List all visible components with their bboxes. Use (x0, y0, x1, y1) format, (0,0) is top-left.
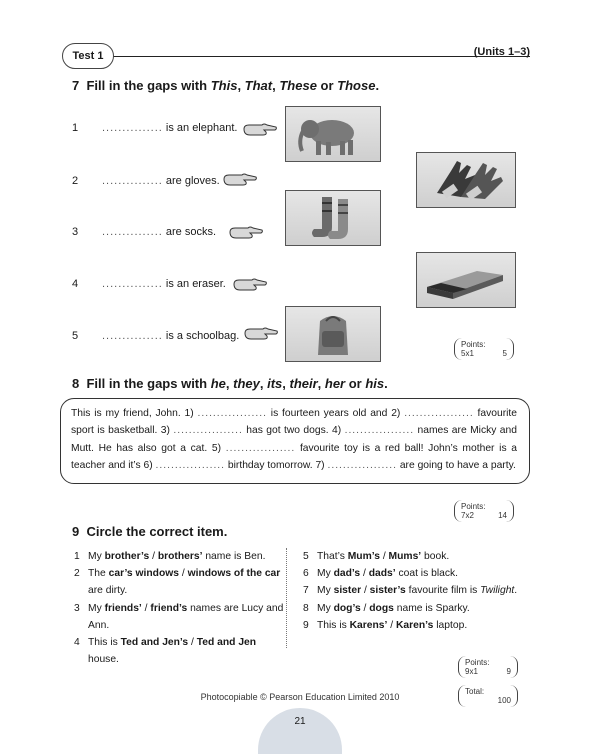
s8-points (454, 500, 514, 522)
item-number: 2 (72, 175, 79, 187)
points-calc: 9x1 (465, 667, 478, 676)
s9-item-8 (303, 600, 533, 617)
item-number: 7 (303, 585, 309, 597)
item-number: 1 (74, 551, 80, 562)
option-a[interactable]: dog’s (333, 602, 361, 614)
item-text: are gloves. (162, 175, 220, 187)
item-number: 6 (303, 568, 309, 580)
text: My (88, 551, 105, 562)
section-number: 8 (72, 376, 80, 391)
gloves-image (416, 152, 516, 208)
s9-item-9 (303, 617, 533, 634)
points-calc: 7x2 (461, 511, 474, 520)
sep: , (282, 376, 290, 391)
section-number: 9 (72, 524, 80, 539)
s9-item-1 (74, 548, 286, 565)
s9-right-column (303, 548, 533, 634)
slash: / (360, 568, 369, 580)
page-number (258, 708, 342, 754)
answer-gap-4[interactable]: .................. (344, 425, 415, 437)
option-a[interactable]: Karens’ (349, 619, 388, 631)
text: favourite sport is basketball. 3) (71, 408, 517, 437)
pointing-hand-icon (228, 224, 264, 242)
sep: , (272, 78, 280, 93)
sep: , (259, 376, 268, 391)
text: The (88, 568, 109, 580)
text: names are Micky and Mutt. He has also got a cat. 5) (71, 425, 517, 454)
text: name is Ben. (202, 551, 266, 562)
s7-item-3 (72, 226, 216, 238)
answer-gap[interactable]: ............... (102, 278, 163, 290)
s9-item-6 (303, 565, 533, 582)
header-rule (110, 56, 530, 57)
sep: . (384, 376, 388, 391)
slash: / (141, 602, 151, 614)
item-text: is a schoolbag. (162, 330, 240, 342)
slash: / (360, 602, 370, 614)
word-that: That (244, 78, 273, 93)
title-text: Fill in the gaps with (86, 376, 211, 391)
title-text: Circle the correct item. (86, 524, 228, 539)
answer-gap[interactable]: ............... (102, 175, 163, 187)
text: My (317, 568, 334, 580)
section-8-title (72, 376, 388, 391)
pointing-hand-icon (242, 121, 278, 139)
section-9-title (72, 524, 227, 539)
word-he: he (210, 376, 226, 391)
text: has got two dogs. 4) (242, 425, 345, 437)
slash: / (149, 551, 158, 562)
word-her: her (324, 376, 346, 391)
points-label: Points: (461, 340, 486, 349)
text: My (317, 585, 334, 597)
s9-left-column (74, 548, 286, 668)
points-total: 5 (502, 349, 507, 358)
pointing-hand-icon (232, 276, 268, 294)
text: coat is black. (395, 568, 458, 580)
option-a[interactable]: dad’s (333, 568, 361, 580)
text: This is (317, 619, 350, 631)
item-number: 4 (72, 278, 79, 290)
answer-gap-7[interactable]: .................. (327, 460, 397, 472)
points-label: Points: (461, 502, 486, 511)
item-text: are socks. (162, 226, 217, 238)
section-number: 7 (72, 78, 80, 93)
pointing-hand-icon (222, 171, 258, 189)
text: laptop. (433, 619, 468, 631)
option-a[interactable]: car’s windows (108, 568, 179, 580)
sep: , (317, 376, 325, 391)
text: are dirty. (88, 585, 128, 597)
slash: / (179, 568, 188, 580)
text: house. (88, 654, 119, 666)
item-text: is an eraser. (162, 278, 226, 290)
text: My (88, 602, 105, 614)
s9-points (458, 656, 518, 678)
answer-gap-2[interactable]: .................. (404, 408, 474, 419)
text: . (514, 585, 518, 597)
item-number: 2 (74, 568, 80, 580)
sep: or (345, 376, 366, 391)
answer-gap[interactable]: ............... (102, 226, 163, 238)
points-label: Points: (465, 658, 490, 667)
item-number: 1 (72, 122, 79, 134)
item-number: 9 (303, 619, 309, 631)
item-number: 3 (72, 226, 79, 238)
sep: , (237, 78, 245, 93)
points-total: 14 (498, 511, 507, 520)
word-his: his (365, 376, 385, 391)
option-a[interactable]: Ted and Jen’s (120, 637, 189, 649)
copyright-text: Photocopiable © Pearson Education Limited 2010 (200, 692, 400, 702)
option-b[interactable]: brothers’ (157, 551, 203, 562)
units-label: (Units 1–3) (473, 46, 530, 58)
option-b[interactable]: friend’s (150, 602, 188, 614)
s7-item-1 (72, 122, 237, 134)
word-they: they (233, 376, 260, 391)
title-text: Fill in the gaps with (86, 78, 211, 93)
s7-item-2 (72, 175, 220, 187)
option-b[interactable]: Mums’ (388, 551, 422, 562)
slash: / (361, 585, 370, 597)
text: are going to have a party. (396, 460, 516, 472)
film-title: Twilight (480, 585, 515, 597)
points-total: 9 (506, 667, 511, 676)
column-divider (286, 548, 287, 648)
elephant-image (285, 106, 381, 162)
option-a[interactable]: brother’s (104, 551, 150, 562)
sep: . (375, 78, 380, 93)
schoolbag-image (285, 306, 381, 362)
option-b[interactable]: windows of the car (187, 568, 281, 580)
s9-item-7 (303, 582, 533, 599)
word-those: Those (337, 78, 376, 93)
test-label: Test 1 (62, 43, 114, 69)
slash: / (387, 619, 396, 631)
answer-gap-5[interactable]: .................. (225, 442, 296, 454)
text: This is (88, 637, 121, 649)
text: name is Sparky. (393, 602, 470, 614)
option-b[interactable]: Karen’s (396, 619, 434, 631)
text: This is my friend, John. 1) (71, 408, 198, 419)
eraser-image (416, 252, 516, 308)
s9-item-3 (74, 600, 286, 634)
word-this: This (210, 78, 238, 93)
option-a[interactable]: friends’ (104, 602, 142, 614)
item-number: 5 (303, 551, 309, 562)
section-7-title (72, 78, 379, 93)
s9-item-5 (303, 548, 533, 565)
sep: or (316, 78, 338, 93)
answer-gap-1[interactable]: .................. (197, 408, 267, 419)
answer-gap-6[interactable]: .................. (155, 460, 226, 472)
slash: / (188, 637, 197, 649)
total-label: Total: (465, 687, 485, 696)
text: birthday tomorrow. 7) (225, 460, 328, 472)
item-number: 4 (74, 637, 80, 649)
slash: / (379, 551, 389, 562)
text: is fourteen years old and 2) (266, 408, 405, 419)
text: My (317, 602, 334, 614)
option-b[interactable]: sister’s (369, 585, 406, 597)
pointing-hand-icon (243, 325, 279, 343)
s9-item-4 (74, 634, 286, 668)
points-calc: 5x1 (461, 349, 474, 358)
item-text: is an elephant. (162, 122, 238, 134)
s7-item-4 (72, 278, 226, 290)
socks-image (285, 190, 381, 246)
option-b[interactable]: Ted and Jen (196, 637, 257, 649)
s8-paragraph (60, 398, 530, 484)
option-b[interactable]: dogs (369, 602, 394, 614)
option-a[interactable]: Mum’s (347, 551, 380, 562)
option-b[interactable]: dads’ (368, 568, 396, 580)
s9-item-2 (74, 565, 286, 599)
text: names are Lucy and Ann. (88, 602, 284, 631)
text: That’s (317, 551, 348, 562)
total-value: 100 (497, 696, 511, 705)
word-their: their (289, 376, 318, 391)
answer-gap[interactable]: ............... (102, 122, 163, 134)
answer-gap-3[interactable]: .................. (173, 425, 243, 437)
word-these: These (279, 78, 317, 93)
text: book. (421, 551, 450, 562)
sep: , (225, 376, 234, 391)
s7-points (454, 338, 514, 360)
text: favourite film is (405, 585, 481, 597)
word-its: its (267, 376, 283, 391)
s7-item-5 (72, 330, 239, 342)
answer-gap[interactable]: ............... (102, 330, 163, 342)
text: favourite toy is a red ball! John’s mother is a teacher and it’s 6) (71, 442, 517, 472)
item-number: 3 (74, 602, 80, 614)
page-number-text: 21 (294, 716, 306, 727)
option-a[interactable]: sister (333, 585, 362, 597)
item-number: 8 (303, 602, 309, 614)
item-number: 5 (72, 330, 79, 342)
